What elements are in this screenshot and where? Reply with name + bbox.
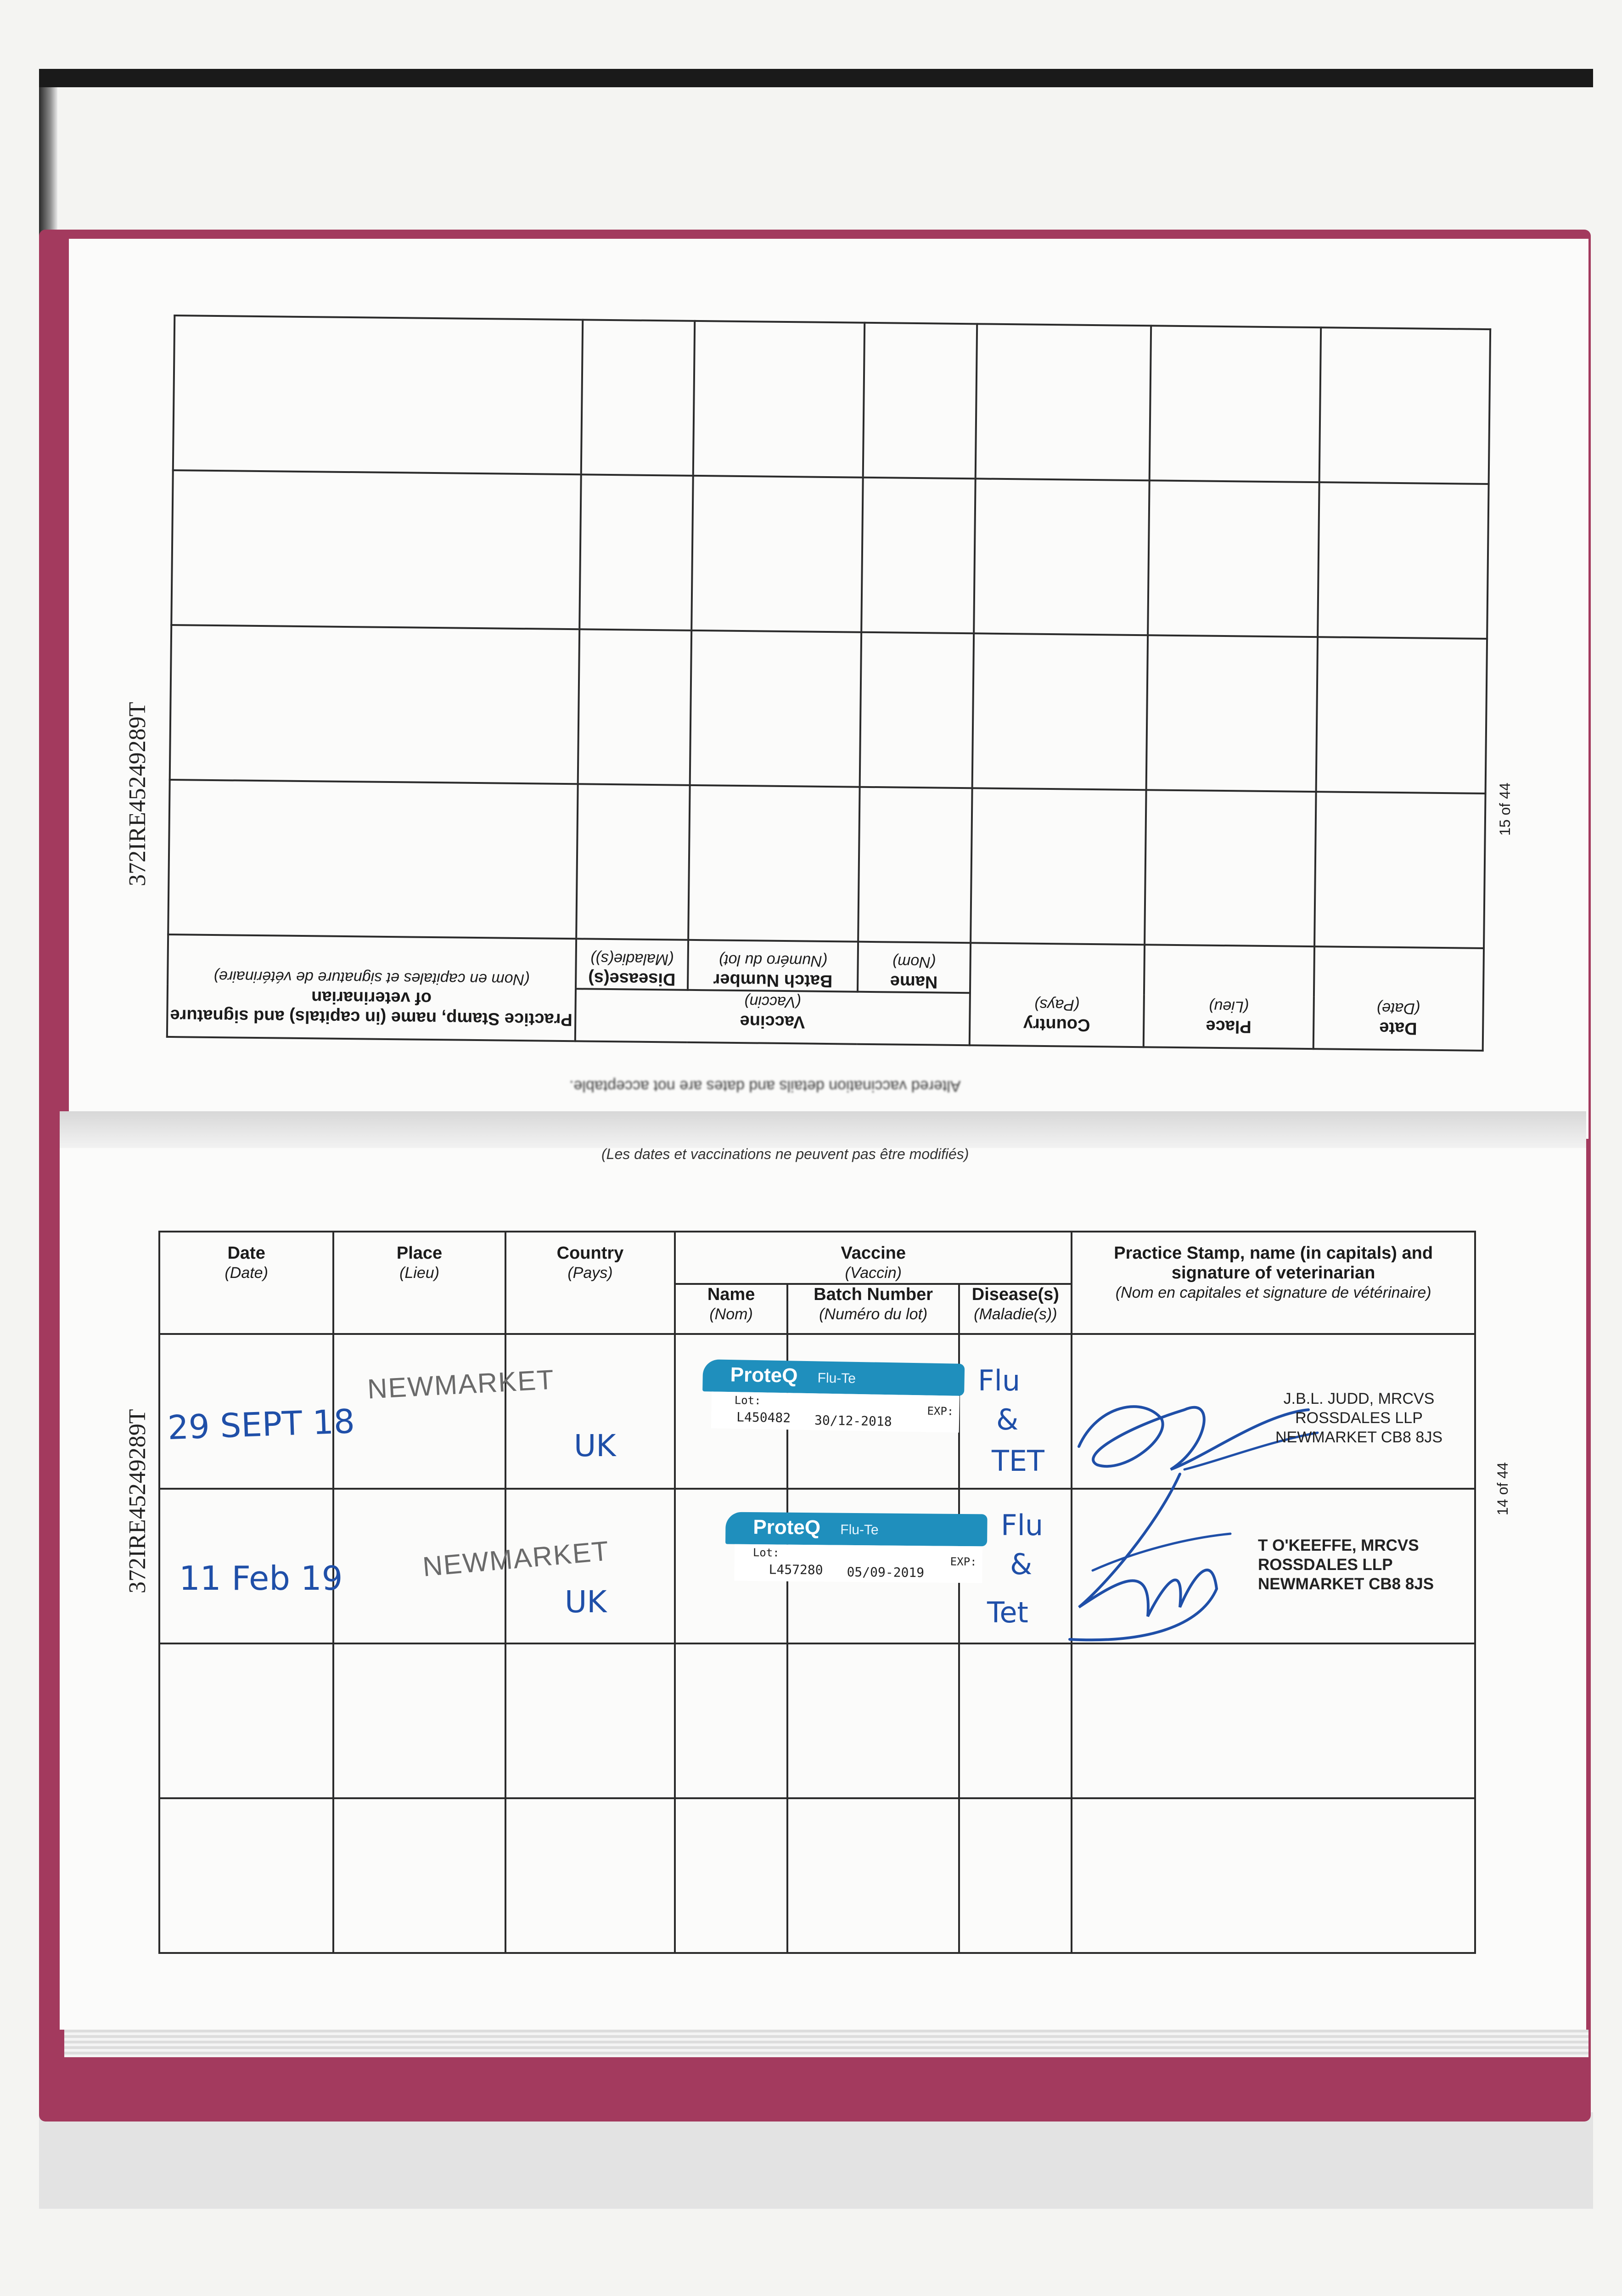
vet-stamp-line: T O'KEEFFE, MRCVS xyxy=(1258,1536,1419,1554)
header-date: Date (Date) xyxy=(1313,946,1484,1051)
table-cell xyxy=(959,1643,1072,1798)
header-place: Place (Lieu) xyxy=(1144,945,1314,1049)
table-cell xyxy=(974,478,1150,635)
header-practice: Practice Stamp, name (in capitals) and signature of veterinarian (Nom en capitales et signature de vétérinaire) xyxy=(167,934,576,1041)
table-cell xyxy=(675,1643,787,1798)
table-cell xyxy=(1319,327,1490,484)
table-cell xyxy=(861,478,975,634)
table-cell xyxy=(173,315,583,474)
table-cell xyxy=(505,1334,675,1489)
sticker-lot: L457280 xyxy=(769,1562,823,1578)
sticker-brand: ProteQ xyxy=(753,1516,821,1539)
table-cell xyxy=(1072,1798,1475,1953)
vet-stamp-line: NEWMARKET CB8 8JS xyxy=(1275,1429,1442,1446)
altered-note-en: Altered vaccination details and dates are not acceptable. xyxy=(569,1077,961,1095)
table-cell xyxy=(1072,1643,1475,1798)
table-cell xyxy=(159,1798,333,1953)
table-cell xyxy=(1314,792,1486,948)
scan-edge-top xyxy=(39,69,1593,87)
vet-stamp-line: ROSSDALES LLP xyxy=(1295,1409,1423,1427)
header-vaccine: Vaccine (Vaccin) xyxy=(675,1232,1072,1284)
table-cell xyxy=(787,1643,959,1798)
entry-date-1: 29 SEPT 18 xyxy=(167,1401,355,1447)
table-cell xyxy=(1316,637,1487,793)
table-row xyxy=(159,1798,1475,1953)
table-cell xyxy=(787,1798,959,1953)
table-cell xyxy=(692,476,863,632)
table-cell xyxy=(972,633,1148,790)
sticker-product: Flu-Te xyxy=(840,1522,879,1538)
header-batch: Batch Number (Numéro du lot) xyxy=(787,1284,959,1334)
table-cell xyxy=(860,632,974,788)
entry-disease-2-line-3: Tet xyxy=(987,1596,1028,1629)
sticker-product: Flu-Te xyxy=(817,1370,856,1386)
table-cell xyxy=(576,784,690,940)
table-cell xyxy=(1318,482,1489,639)
header-name: Name (Nom) xyxy=(858,942,971,993)
vet-stamp-line: J.B.L. JUDD, MRCVS xyxy=(1283,1390,1435,1407)
table-cell xyxy=(675,1798,787,1953)
table-cell xyxy=(971,788,1146,945)
table-cell xyxy=(975,324,1151,480)
header-practice: Practice Stamp, name (in capitals) and signature of veterinarian (Nom en capitales et signature de vétérinaire) xyxy=(1072,1232,1475,1334)
header-country: Country (Pays) xyxy=(969,943,1145,1047)
scan-edge-bottom xyxy=(39,2112,1593,2209)
sticker-lot-label: Lot: xyxy=(734,1394,761,1407)
vaccination-table-top xyxy=(166,315,1491,1052)
table-cell xyxy=(690,630,861,787)
header-disease: Disease(s) (Maladie(s)) xyxy=(576,939,689,990)
document-id-top: 372IRE45249289T xyxy=(124,702,151,886)
sticker-exp: 30/12-2018 xyxy=(814,1412,892,1429)
vaccine-sticker-2 xyxy=(725,1512,987,1583)
table-cell xyxy=(170,625,579,784)
entry-disease-2-line-1: Flu xyxy=(1001,1508,1044,1542)
table-row xyxy=(159,1643,1475,1798)
vet-stamp-line: NEWMARKET CB8 8JS xyxy=(1258,1575,1434,1593)
header-country: Country (Pays) xyxy=(505,1232,675,1334)
table-cell xyxy=(168,780,578,939)
table-cell xyxy=(1146,635,1318,792)
table-cell xyxy=(578,629,691,785)
table-cell xyxy=(693,321,864,478)
sticker-lot: L450482 xyxy=(736,1409,791,1426)
document-id-bottom: 372IRE45249289T xyxy=(124,1409,151,1593)
altered-note-fr: (Les dates et vaccinations ne peuvent pas être modifiés) xyxy=(601,1146,969,1162)
table-cell xyxy=(333,1334,505,1489)
table-cell xyxy=(579,474,693,630)
table-cell xyxy=(505,1798,675,1953)
table-cell xyxy=(689,785,860,942)
vet-signature-2 xyxy=(1065,1469,1240,1649)
entry-date-2: 11 Feb 19 xyxy=(179,1559,343,1598)
vaccine-sticker-1 xyxy=(702,1359,965,1433)
page-edges xyxy=(64,2030,1588,2057)
header-date: Date (Date) xyxy=(159,1232,333,1334)
sticker-exp: 05/09-2019 xyxy=(847,1564,925,1581)
entry-disease-1-line-1: Flu xyxy=(978,1364,1021,1397)
header-place: Place (Lieu) xyxy=(333,1232,505,1334)
vet-stamp-line: ROSSDALES LLP xyxy=(1258,1556,1393,1574)
sticker-brand: ProteQ xyxy=(730,1363,798,1387)
vet-stamp-2 xyxy=(1258,1536,1442,1594)
header-batch: Batch Number (Numéro du lot) xyxy=(688,940,858,992)
table-cell xyxy=(858,787,972,943)
table-cell xyxy=(863,323,977,479)
vet-stamp-1 xyxy=(1263,1389,1455,1447)
table-cell xyxy=(333,1798,505,1953)
sticker-lot-label: Lot: xyxy=(752,1546,780,1559)
table-cell xyxy=(159,1643,333,1798)
table-cell xyxy=(1148,480,1319,637)
entry-country-2: UK xyxy=(565,1584,607,1620)
table-cell xyxy=(959,1798,1072,1953)
entry-place-stamp-1: NEWMARKET xyxy=(366,1364,556,1405)
entry-disease-1-line-3: TET xyxy=(992,1444,1044,1478)
entry-place-stamp-2: NEWMARKET xyxy=(421,1535,611,1582)
table-cell xyxy=(1145,790,1316,946)
sticker-exp-label: EXP: xyxy=(950,1555,977,1569)
header-vaccine: Vaccine (Vaccin) xyxy=(575,989,970,1045)
page-number-bottom: 14 of 44 xyxy=(1494,1462,1511,1515)
table-cell xyxy=(1150,326,1321,482)
sticker-exp-label: EXP: xyxy=(927,1404,954,1418)
table-cell xyxy=(505,1643,675,1798)
entry-country-1: UK xyxy=(574,1428,616,1463)
entry-disease-2-line-2: & xyxy=(1010,1548,1033,1581)
table-cell xyxy=(171,470,581,629)
header-disease: Disease(s) (Maladie(s)) xyxy=(959,1284,1072,1334)
page-number-top: 15 of 44 xyxy=(1497,782,1513,836)
table-cell xyxy=(581,320,695,476)
header-name: Name (Nom) xyxy=(675,1284,787,1334)
table-cell xyxy=(333,1643,505,1798)
entry-disease-1-line-2: & xyxy=(996,1403,1019,1436)
